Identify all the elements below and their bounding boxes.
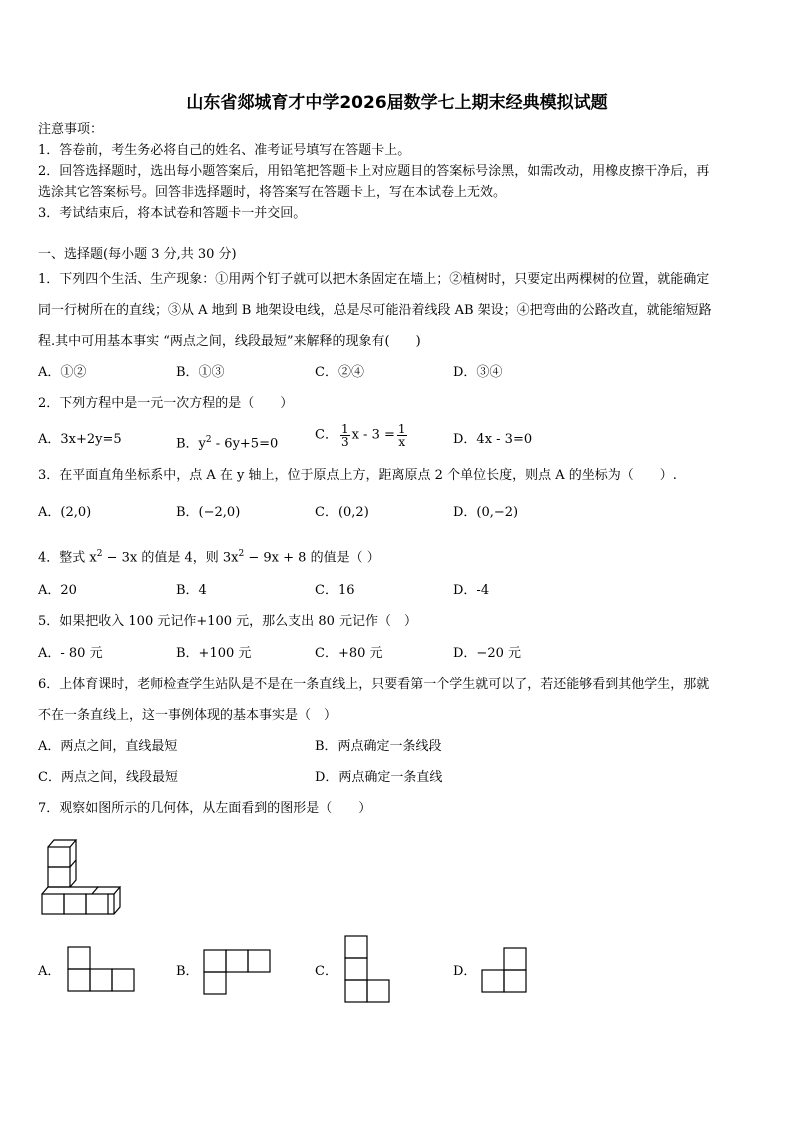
option-c: C． [315, 964, 338, 979]
option-c: C．+80 元 [315, 646, 383, 661]
option-a: A．- 80 元 [38, 646, 103, 661]
option-d: D．−20 元 [453, 646, 521, 661]
option-c: C．(0,2) [315, 505, 369, 520]
option-b: B．(−2,0) [176, 505, 241, 520]
question-1-line: 同一行树所在的直线；③从 A 地到 B 地架设电线，总是尽可能沿着线段 AB 架设；④把弯曲的公路改直，就能缩短路 [38, 303, 712, 318]
option-c: C．②④ [315, 365, 364, 380]
section-heading: 一、选择题(每小题 3 分,共 30 分) [38, 247, 237, 262]
option-d: D．③④ [453, 365, 503, 380]
option-b: B．$y^2 - 6y+5=0$ [176, 435, 279, 452]
option-a: A．两点之间，直线最短 [38, 739, 178, 754]
option-d: D．(0,−2) [453, 505, 519, 520]
solid-figure [38, 835, 128, 920]
option-b-figure [202, 948, 276, 998]
option-c: C．两点之间，线段最短 [38, 770, 178, 785]
notice-item: 1．答卷前，考生务必将自己的姓名、准考证号填写在答题卡上。 [38, 143, 411, 158]
question-6-line: 6．上体育课时，老师检查学生站队是不是在一条直线上，只要看第一个学生就可以了，若还能够看到其他学生，那就 [38, 677, 710, 692]
question-1-line: 1．下列四个生活、生产现象：①用两个钉子就可以把木条固定在墙上；②植树时，只要定出两棵树的位置，就能确定 [38, 272, 710, 287]
option-b: B． [176, 964, 199, 979]
notice-item: 2．回答选择题时，选出每小题答案后，用铅笔把答题卡上对应题目的答案标号涂黑，如需改动，用橡皮擦干净后，再 [38, 164, 710, 179]
option-d: D．4x - 3=0 [453, 432, 533, 447]
question-4-stem: 4．整式 $x^2 - 3x$ 的值是 4，则 $3x^2 - 9x + 8$ 的值是（ ） [38, 549, 380, 566]
question-6-line: 不在一条直线上，这一事例体现的基本事实是（ ） [38, 708, 338, 723]
option-b: B．+100 元 [176, 646, 252, 661]
option-a: A．(2,0) [38, 505, 92, 520]
option-b: B．两点确定一条线段 [315, 739, 442, 754]
question-7-stem: 7．观察如图所示的几何体，从左面看到的图形是（ ） [38, 801, 372, 816]
option-b: B．4 [176, 583, 207, 598]
question-1-line: 程.其中可用基本事实 “两点之间，线段最短”来解释的现象有( ) [38, 334, 421, 349]
option-c: C． $\frac{1}{3}$ x - 3 = $\frac{1}{x}$ [315, 422, 406, 449]
option-a: A．①② [38, 365, 87, 380]
question-2-stem: 2．下列方程中是一元一次方程的是（ ） [38, 396, 294, 411]
option-c: C．16 [315, 583, 355, 598]
option-a-figure [66, 945, 140, 995]
notice-item: 选涂其它答案标号。回答非选择题时，将答案写在答题卡上，写在本试卷上无效。 [38, 185, 507, 200]
option-d-figure [480, 946, 532, 996]
option-d: D．两点确定一条直线 [315, 770, 443, 785]
option-d: D． [453, 964, 477, 979]
option-a: A． [38, 964, 61, 979]
notice-heading: 注意事项： [38, 122, 104, 137]
question-5-stem: 5．如果把收入 100 元记作+100 元，那么支出 80 元记作（ ） [38, 614, 417, 629]
option-d: D．-4 [453, 583, 490, 598]
question-3-stem: 3．在平面直角坐标系中，点 A 在 y 轴上，位于原点上方，距离原点 2 个单位长度，则点 A 的坐标为（ ）. [38, 468, 677, 483]
option-b: B．①③ [176, 365, 225, 380]
page-title: 山东省郯城育才中学2026届数学七上期末经典模拟试题 [186, 93, 608, 113]
option-c-figure [343, 934, 395, 1006]
option-a: A．20 [38, 583, 77, 598]
option-a: A．3x+2y=5 [38, 432, 122, 447]
notice-item: 3．考试结束后，将本试卷和答题卡一并交回。 [38, 206, 307, 221]
